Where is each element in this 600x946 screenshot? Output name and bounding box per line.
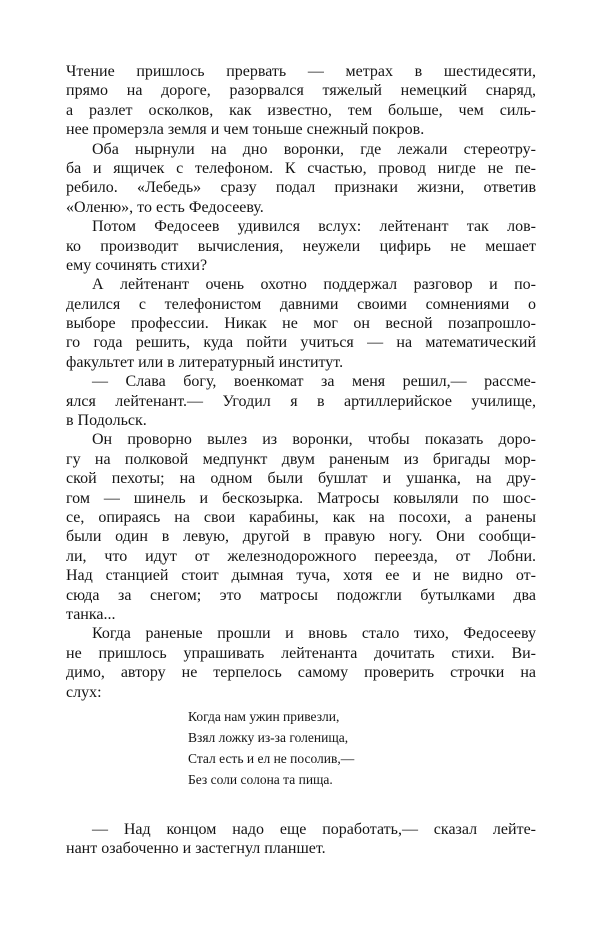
paragraph-5: [66, 372, 536, 430]
paragraph-1: [66, 62, 536, 140]
text-line: Потом Федосеев удивился вслух: лейтенант так лов-: [92, 218, 536, 236]
text-line: а разлет осколков, как известно, тем больше, чем силь-: [66, 101, 536, 119]
poem-line: Взял ложку из-за голенища,: [188, 729, 349, 745]
text-line: ялся лейтенант.— Угодил я в артиллерийское училище,: [66, 392, 536, 410]
text-line: не пришлось упрашивать лейтенанта дочитать стихи. Ви-: [66, 644, 536, 662]
text-line: Над станцией стоит дымная туча, хотя ее и не видно от-: [66, 567, 536, 585]
text-line: делился с телефонистом давними своими сомнениями о: [66, 295, 536, 313]
poem-line: Когда нам ужин привезли,: [188, 708, 340, 724]
text-line: были один в левую, другой в правую ногу. Они сообщи-: [66, 528, 536, 546]
text-line: гу на полковой медпункт двум раненым из бригады мор-: [66, 450, 536, 468]
text-line: нее промерзла земля и чем тоньше снежный покров.: [66, 121, 425, 139]
text-line: Чтение пришлось прервать — метрах в шестидесяти,: [66, 63, 536, 80]
text-line: Он проворно вылез из воронки, чтобы показать доро-: [92, 431, 536, 449]
text-line: нант озабоченно и застегнул планшет.: [66, 840, 326, 858]
text-line: факультет или в литературный институт.: [66, 353, 344, 371]
text-line: в Подольск.: [66, 412, 147, 430]
text-line: ребило. «Лебедь» сразу подал признаки жизни, ответив: [66, 179, 536, 197]
text-line: — Над концом надо еще поработать,— сказал лейте-: [92, 820, 536, 838]
text-line: ко производит вычисления, неужели цифирь не мешает: [66, 237, 536, 255]
text-line: А лейтенант очень охотно поддержал разговор и по-: [92, 276, 536, 294]
text-line: сюда за снегом; это матросы подожгли бутылками два: [66, 586, 536, 604]
text-line: го года решить, куда пойти учиться — на математический: [66, 334, 536, 352]
poem-line: Без соли солона та пища.: [188, 771, 333, 787]
text-line: Оба нырнули на дно воронки, где лежали стереотру-: [92, 140, 536, 158]
text-line: слух:: [66, 683, 102, 701]
paragraph-final: [66, 820, 536, 859]
text-line: Когда раненые прошли и вновь стало тихо, Федосееву: [92, 625, 536, 643]
book-page: [66, 62, 536, 859]
text-line: се, опираясь на свои карабины, как на посохи, а ранены: [66, 508, 536, 526]
text-line: ему сочинять стихи?: [66, 256, 208, 274]
text-line: выборе профессии. Никак не мог он весной позапрошло-: [66, 315, 536, 333]
paragraph-7: [66, 624, 536, 702]
text-line: «Оленю», то есть Федосееву.: [66, 198, 264, 216]
paragraph-3: [66, 217, 536, 275]
text-line: димо, автору не терпелось самому проверить строчки на: [66, 664, 536, 682]
text-line: прямо на дороге, разорвался тяжелый немецкий снаряд,: [66, 82, 536, 100]
text-line: ской пехоты; на одном были бушлат и ушанка, на дру-: [66, 470, 536, 488]
paragraph-4: [66, 275, 536, 372]
paragraph-6: [66, 430, 536, 624]
text-line: — Слава богу, военкомат за меня решил,— рассме-: [92, 373, 536, 391]
poem-line: Стал есть и ел не посолив,—: [188, 750, 355, 766]
text-line: гом — шинель и бескозырка. Матросы ковыляли по шос-: [66, 489, 536, 507]
paragraph-2: [66, 140, 536, 218]
text-line: ли, что идут от железнодорожного переезда, от Лобни.: [66, 547, 536, 565]
text-line: ба и ящичек с телефоном. К счастью, провод нигде не пе-: [66, 159, 536, 177]
poem-stanza: [66, 706, 536, 790]
text-line: танка...: [66, 605, 116, 623]
